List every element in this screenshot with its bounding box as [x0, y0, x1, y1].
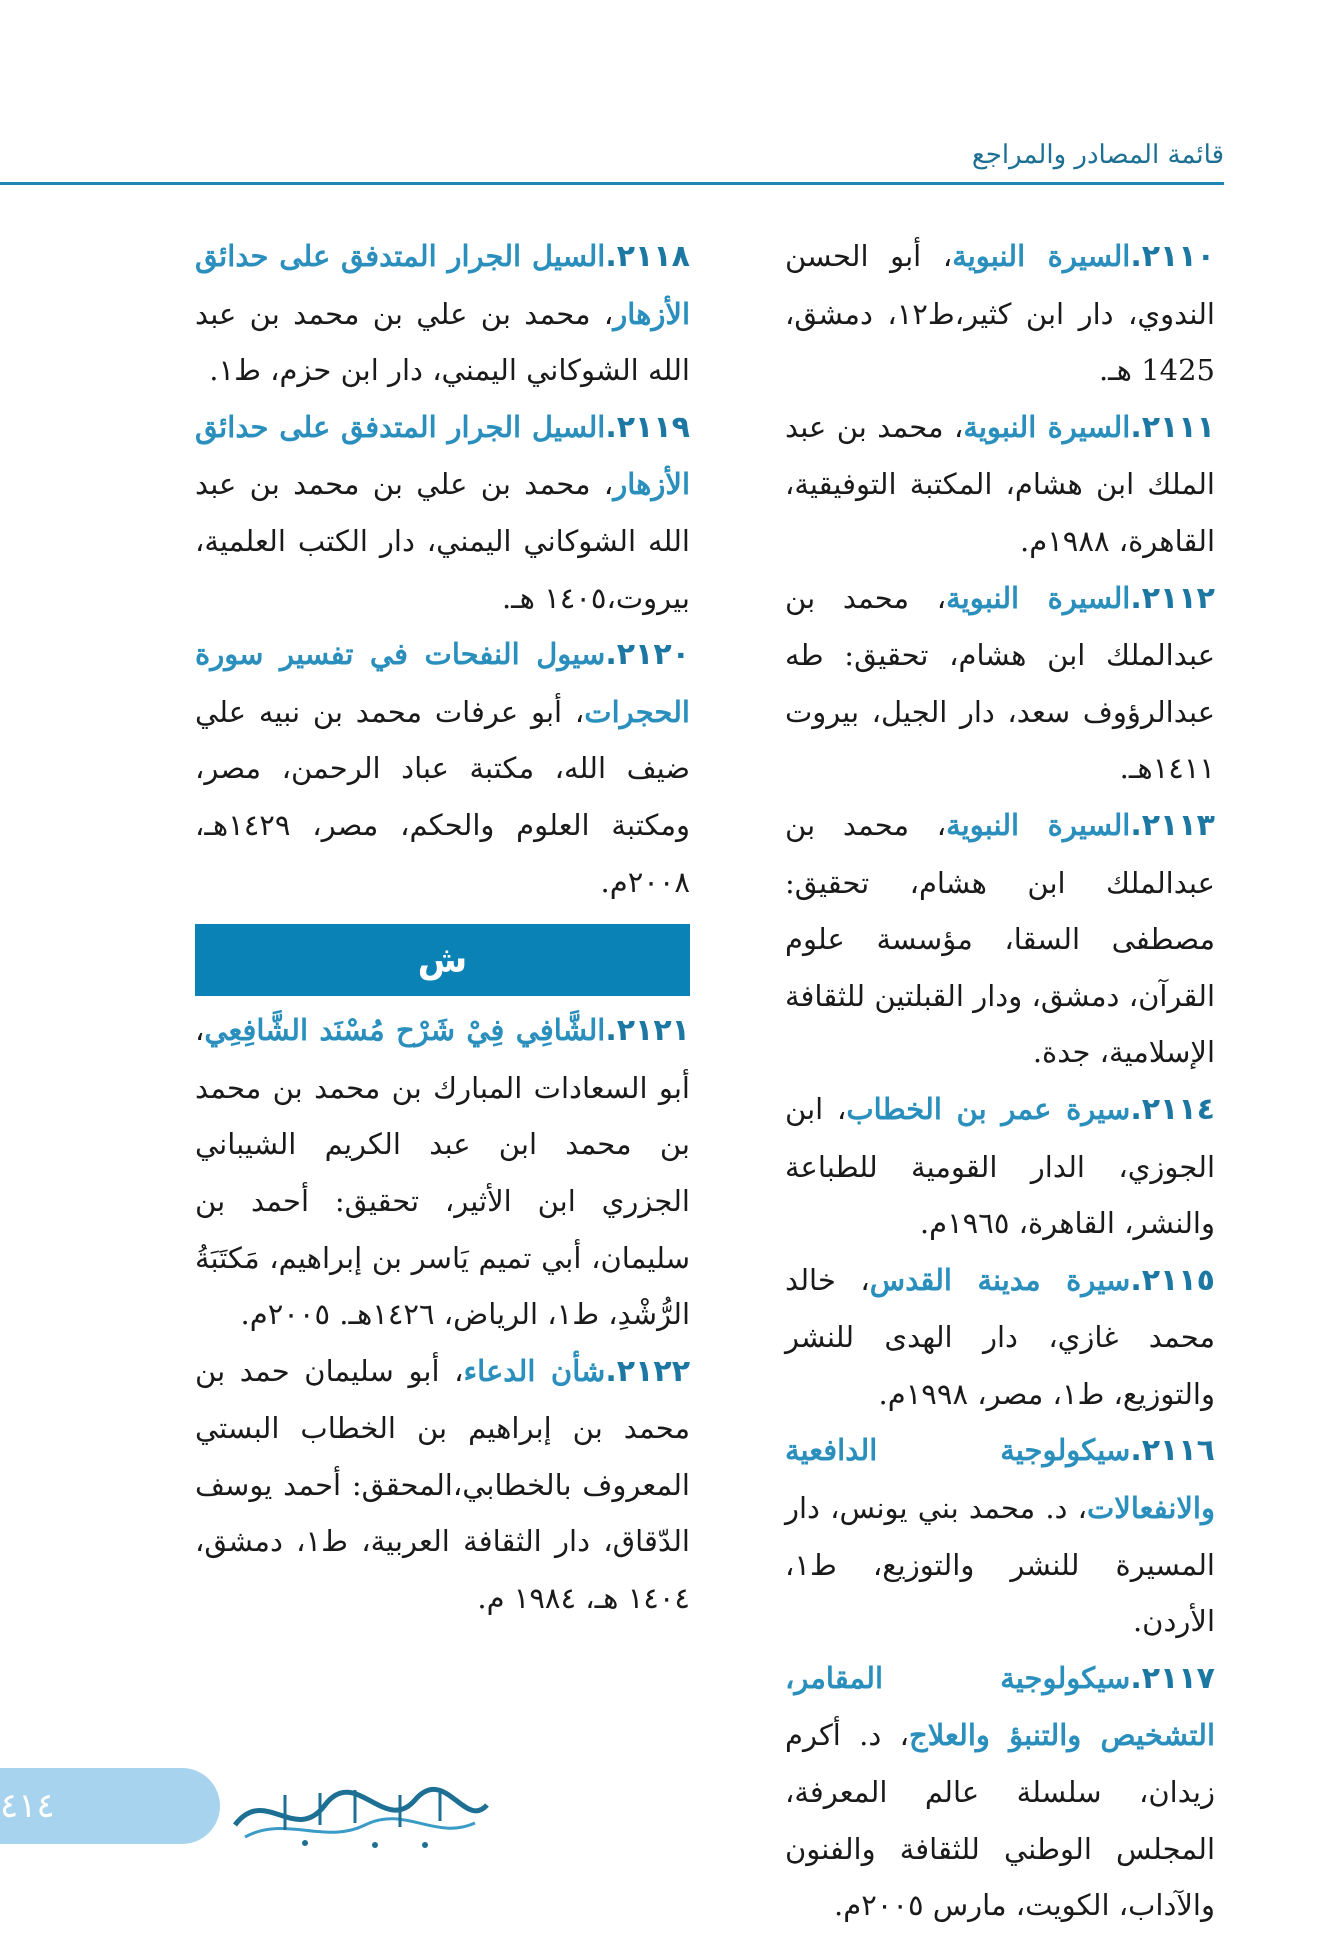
page-number: ٤١٤: [0, 1786, 55, 1826]
section-letter: ش: [417, 939, 468, 981]
bib-entry-2117: ٢١١٧.سيكولوجية المقامر، التشخيص والتنبؤ والعلاج، د. أكرم زيدان، سلسلة عالم المعرفة، المجلس الوطني للثقافة والفنون والآداب، الكويت، مارس ٢٠٠٥م.: [785, 1660, 1215, 1923]
encyclopedia-logo: [225, 1775, 495, 1855]
bib-entry-2113: ٢١١٣.السيرة النبوية، محمد بن عبدالملك ابن هشام، تحقيق: مصطفى السقا، مؤسسة علوم القرآن، دمشق، ودار القبلتين للثقافة الإسلامية، جدة.: [785, 807, 1215, 1070]
bib-entry-2115: ٢١١٥.سيرة مدينة القدس، خالد محمد غازي، دار الهدى للنشر والتوزيع، ط١، مصر، ١٩٩٨م.: [785, 1262, 1215, 1411]
right-column: [785, 228, 1215, 1923]
bib-entry-2120: ٢١٢٠.سيول النفحات في تفسير سورة الحجرات، أبو عرفات محمد بن نبيه علي ضيف الله، مكتبة عباد الرحمن، مصر، ومكتبة العلوم والحكم، مصر، ١٤٢٩هـ، ٢٠٠٨م.: [195, 637, 690, 899]
left-column: [195, 228, 690, 1708]
header-rule: [0, 182, 1224, 185]
bib-entry-2122: ٢١٢٢.شأن الدعاء، أبو سليمان حمد بن محمد بن إبراهيم بن الخطاب البستي المعروف بالخطابي،المحقق: أحمد يوسف الدّقاق، دار الثقافة العربية، ط١، دمشق، ١٤٠٤ هـ، ١٩٨٤ م.: [195, 1353, 691, 1616]
running-head: [0, 140, 1224, 186]
bib-entry-2119: ٢١١٩.السيل الجرار المتدفق على حدائق الأزهار، محمد بن علي بن محمد بن عبد الله الشوكاني اليمني، دار الكتب العلمية، بيروت،١٤٠٥ هـ.: [195, 409, 690, 615]
bib-entry-2121: ٢١٢١.الشَّافِي فِيْ شَرْح مُسْنَد الشَّافِعِي، أبو السعادات المبارك بن محمد بن محمد بن محمد ابن عبد الكريم الشيباني الجزري ابن الأثير، تحقيق: أحمد بن سليمان، أبي تميم يَاسر بن إبراهيم، مَكتَبَةُ الرُّشْدِ، ط١، الرياض، ١٤٢٦هـ. ٢٠٠٥م.: [195, 1013, 690, 1332]
bib-entry-2110: ٢١١٠.السيرة النبوية، أبو الحسن الندوي، دار ابن كثير،ط١٢، دمشق، 1425 هـ.: [785, 239, 1215, 388]
bib-entry-2112: ٢١١٢.السيرة النبوية، محمد بن عبدالملك ابن هشام، تحقيق: طه عبدالرؤوف سعد، دار الجيل، بيروت ١٤١١هـ.: [785, 580, 1215, 786]
bib-entry-2118: ٢١١٨.السيل الجرار المتدفق على حدائق الأزهار، محمد بن علي بن محمد بن عبد الله الشوكاني اليمني، دار ابن حزم، ط١.: [195, 239, 690, 388]
two-column-body: [195, 228, 1215, 1923]
bib-entry-2111: ٢١١١.السيرة النبوية، محمد بن عبد الملك ابن هشام، المكتبة التوفيقية، القاهرة، ١٩٨٨م.: [785, 409, 1215, 558]
page-number-badge: [0, 1768, 220, 1844]
calligraphy-logo-icon: [225, 1775, 495, 1855]
bib-entry-2114: ٢١١٤.سيرة عمر بن الخطاب، ابن الجوزي، الدار القومية للطباعة والنشر، القاهرة، ١٩٦٥م.: [785, 1091, 1215, 1241]
running-head-title: قائمة المصادر والمراجع: [971, 140, 1224, 170]
section-header-shin: [195, 924, 690, 996]
bib-entry-2116: ٢١١٦.سيكولوجية الدافعية والانفعالات، د. محمد بني يونس، دار المسيرة للنشر والتوزيع، ط١، الأردن.: [785, 1433, 1215, 1639]
